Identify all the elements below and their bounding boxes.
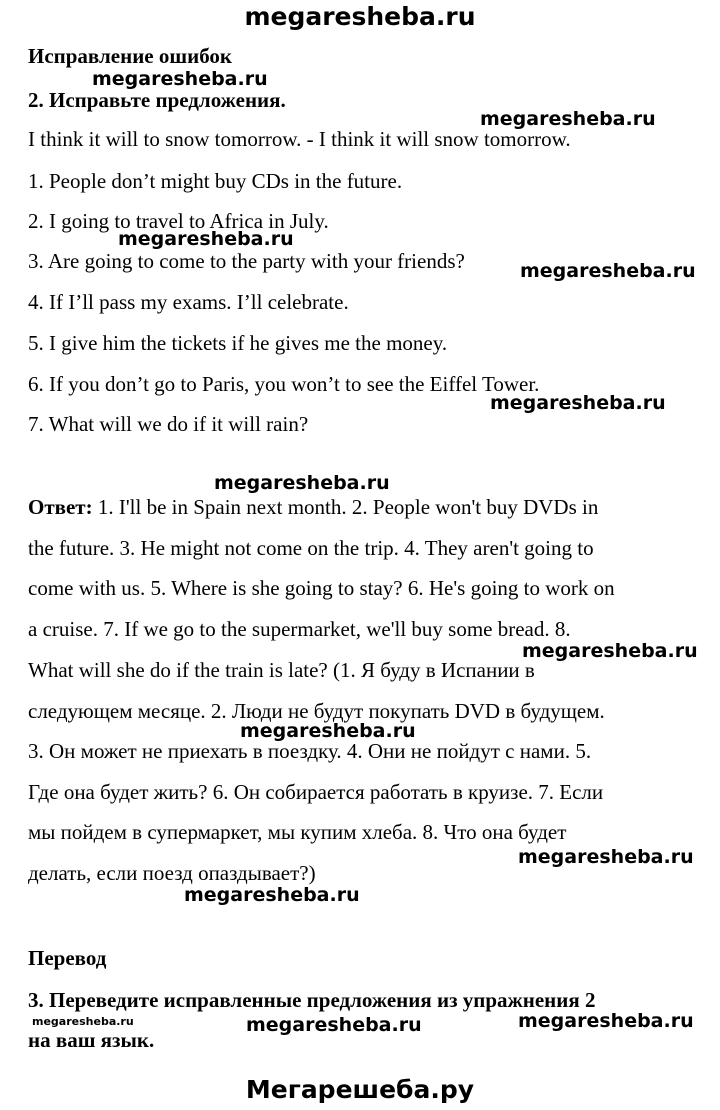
- answer-line: мы пойдем в супермаркет, мы купим хлеба. 8. Что она будет: [28, 820, 567, 844]
- watermark: megaresheba.ru: [518, 846, 694, 868]
- task-heading: 3. Переведите исправленные предложения из упражнения 2: [28, 988, 596, 1012]
- answer-line: [28, 495, 598, 520]
- watermark: megaresheba.ru: [92, 68, 268, 90]
- sentence-item: 3. Are going to come to the party with your friends?: [28, 249, 465, 273]
- site-header[interactable]: megaresheba.ru: [244, 2, 476, 31]
- sentence-item: 2. I going to travel to Africa in July.: [28, 209, 329, 233]
- answer-label: Ответ:: [28, 495, 93, 519]
- section-title: Исправление ошибок: [28, 44, 233, 68]
- sentence-item: 1. People don’t might buy CDs in the future.: [28, 169, 403, 193]
- watermark: megaresheba.ru: [522, 640, 698, 662]
- example-sentence: I think it will to snow tomorrow. - I think it will snow tomorrow.: [28, 127, 571, 151]
- answer-line: следующем месяце. 2. Люди не будут покупать DVD в будущем.: [28, 699, 605, 723]
- watermark: megaresheba.ru: [518, 1010, 694, 1032]
- task-heading: 2. Исправьте предложения.: [28, 88, 286, 112]
- watermark: megaresheba.ru: [520, 260, 696, 282]
- sentence-item: 4. If I’ll pass my exams. I’ll celebrate.: [28, 290, 349, 314]
- answer-line: делать, если поезд опаздывает?): [28, 861, 316, 885]
- sentence-item: 7. What will we do if it will rain?: [28, 412, 309, 436]
- answer-line: the future. 3. He might not come on the trip. 4. They aren't going to: [28, 536, 594, 560]
- answer-line: What will she do if the train is late? (1. Я буду в Испании в: [28, 658, 535, 682]
- watermark: megaresheba.ru: [214, 472, 390, 494]
- section-title: Перевод: [28, 946, 107, 970]
- answer-line: 3. Он может не приехать в поездку. 4. Они не пойдут с нами. 5.: [28, 739, 592, 763]
- task-heading-continued: на ваш язык.: [28, 1028, 155, 1052]
- watermark-small: megaresheba.ru: [32, 1015, 134, 1028]
- watermark: megaresheba.ru: [490, 392, 666, 414]
- watermark: megaresheba.ru: [240, 720, 416, 742]
- watermark: megaresheba.ru: [246, 1014, 422, 1036]
- watermark: megaresheba.ru: [118, 228, 294, 250]
- answer-line: come with us. 5. Where is she going to stay? 6. He's going to work on: [28, 576, 615, 600]
- answer-line: a cruise. 7. If we go to the supermarket, we'll buy some bread. 8.: [28, 617, 571, 641]
- site-footer[interactable]: Мегарешеба.ру: [245, 1075, 475, 1104]
- watermark: megaresheba.ru: [184, 884, 360, 906]
- watermark: megaresheba.ru: [480, 108, 656, 130]
- sentence-item: 5. I give him the tickets if he gives me the money.: [28, 331, 448, 355]
- sentence-item: 6. If you don’t go to Paris, you won’t to see the Eiffel Tower.: [28, 372, 540, 396]
- answer-line: Где она будет жить? 6. Он собирается работать в круизе. 7. Если: [28, 780, 604, 804]
- answer-text: 1. I'll be in Spain next month. 2. People won't buy DVDs in: [92, 495, 599, 519]
